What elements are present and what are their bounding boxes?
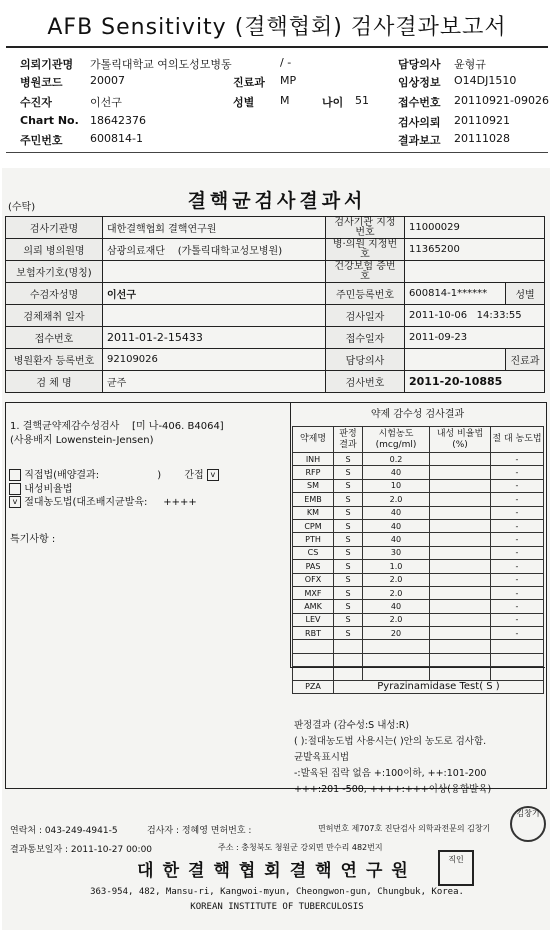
- drug-cell: [430, 640, 491, 653]
- test-time: 14:33:55: [476, 310, 522, 321]
- drug-table: [292, 426, 544, 694]
- header-value: 윤형규: [454, 58, 486, 71]
- drug-row: [293, 600, 544, 613]
- hosp-name: 삼광의료재단: [107, 246, 165, 257]
- judgement-line: ( ):절대농도법 사용시는( )안의 농도로 검사함.: [294, 736, 487, 747]
- drug-row: [293, 506, 544, 519]
- header-value: 20110921-09026: [454, 94, 549, 107]
- drug-cell: 2.0: [363, 573, 430, 586]
- report-date: 결과통보일자 : 2011-10-27 00:00: [10, 845, 153, 855]
- drug-cell: LEV: [293, 613, 334, 626]
- drug-cell: 40: [363, 519, 430, 532]
- header-value: 20110921: [454, 114, 510, 127]
- field-value: 2011-09-23: [405, 327, 545, 349]
- form-info-table: [5, 216, 545, 393]
- drug-row: [293, 640, 544, 653]
- field-value: 대한결핵협회 결핵연구원: [103, 217, 326, 239]
- drug-cell: [430, 573, 491, 586]
- field-value: 600814-1******: [405, 283, 506, 305]
- header-label: 나이: [322, 96, 344, 109]
- direct-close: ): [157, 470, 162, 481]
- drug-cell: [293, 653, 334, 666]
- drug-cell: 10: [363, 479, 430, 492]
- field-value: 균주: [103, 371, 326, 393]
- field-value: 2011-20-10885: [405, 371, 545, 393]
- field-label: 접수번호: [6, 327, 103, 349]
- drug-cell: S: [334, 573, 363, 586]
- drug-cell: S: [334, 613, 363, 626]
- drug-cell: RFP: [293, 466, 334, 479]
- drug-cell: 2.0: [363, 586, 430, 599]
- drug-cell: -: [491, 493, 544, 506]
- drug-row: [293, 586, 544, 599]
- field-label: 담당의사: [326, 349, 405, 371]
- header-label: 담당의사: [398, 58, 441, 71]
- drug-cell: [430, 667, 491, 680]
- drug-row: [293, 653, 544, 666]
- drug-cell: [293, 640, 334, 653]
- drug-cell: [430, 653, 491, 666]
- drug-cell: [430, 506, 491, 519]
- drug-row: [293, 573, 544, 586]
- field-value: [103, 305, 326, 327]
- title-divider: [6, 46, 548, 48]
- drug-row: [293, 533, 544, 546]
- header-label: 병원코드: [20, 76, 63, 89]
- field-value: [405, 349, 506, 371]
- direct-label: 직접법(배양결과:: [24, 470, 100, 481]
- absolute-method: [9, 493, 197, 508]
- drug-cell: S: [334, 493, 363, 506]
- drug-header: 내성 비율법(%): [430, 427, 491, 453]
- header-value: 51: [355, 94, 369, 107]
- hosp-name-alt: (가톨릭대학교성모병원): [177, 246, 283, 257]
- drug-cell: [430, 586, 491, 599]
- header-value: 20111028: [454, 132, 510, 145]
- drug-cell: S: [334, 560, 363, 573]
- field-label: 검 체 명: [6, 371, 103, 393]
- drug-cell: 2.0: [363, 613, 430, 626]
- judgement-line: +++:201 -500, ++++:+++이상(융합발육): [294, 784, 492, 795]
- judgement-line: -:발육된 집락 없음 +:100이하, ++:101-200: [294, 768, 487, 779]
- method-line2: (사용배지 Lowenstein-Jensen): [10, 435, 154, 446]
- drug-cell: -: [491, 560, 544, 573]
- seal-text: 김창기: [516, 809, 540, 818]
- header-value: 600814-1: [90, 132, 143, 145]
- field-label: 보험자기호(명칭): [6, 261, 103, 283]
- header-label: 수진자: [20, 96, 52, 109]
- field-label: 병·의원 지정번호: [326, 239, 405, 261]
- drug-cell: 0.2: [363, 453, 430, 466]
- drug-row: [293, 479, 544, 492]
- drug-cell: S: [334, 453, 363, 466]
- field-label: 병원환자 등록번호: [6, 349, 103, 371]
- header-label: 성별: [233, 96, 255, 109]
- drug-header: 절 대 농도법: [491, 427, 544, 453]
- header-value: 18642376: [90, 114, 146, 127]
- drug-cell: [334, 640, 363, 653]
- field-label: 검사기관 지정번호: [326, 217, 405, 239]
- header-label: 접수번호: [398, 96, 441, 109]
- header-label: 진료과: [233, 76, 265, 89]
- field-value: 2011-01-2-15433: [103, 327, 326, 349]
- address-en: 363-954, 482, Mansu-ri, Kangwoi-myun, Cheongwon-gun, Chungbuk, Korea.: [90, 887, 464, 897]
- license: 면허번호 제707호 진단검사 의학과전문의 김창기: [318, 824, 491, 833]
- method-line1: [10, 417, 224, 432]
- header-value: 20007: [90, 74, 125, 87]
- indirect-checkbox: v: [207, 469, 219, 481]
- drug-cell: [430, 493, 491, 506]
- drug-row: [293, 519, 544, 532]
- drug-cell: [430, 627, 491, 640]
- header-value: M: [280, 94, 290, 107]
- field-label: 검체채취 일자: [6, 305, 103, 327]
- header-value: / -: [280, 56, 292, 69]
- contact: 연락처 : 043-249-4941-5: [10, 826, 118, 836]
- drug-row: [293, 613, 544, 626]
- drug-cell: SM: [293, 479, 334, 492]
- drug-cell: [363, 653, 430, 666]
- drug-row: [293, 493, 544, 506]
- absolute-growth: ++++: [163, 497, 197, 508]
- field-label: 수검자성명: [6, 283, 103, 305]
- drug-cell: -: [491, 479, 544, 492]
- field-value: [405, 261, 545, 283]
- drug-cell: S: [334, 479, 363, 492]
- drug-cell: 40: [363, 600, 430, 613]
- field-label: 건강보험 증번호: [326, 261, 405, 283]
- drug-cell: 40: [363, 533, 430, 546]
- drug-row: [293, 560, 544, 573]
- drug-cell: 40: [363, 506, 430, 519]
- field-value: [103, 239, 326, 261]
- drug-cell: S: [334, 546, 363, 559]
- header-divider: [6, 152, 548, 153]
- field-value: 이선구: [103, 283, 326, 305]
- report-title: AFB Sensitivity (결핵협회) 검사결과보고서: [47, 15, 507, 40]
- drug-cell: CPM: [293, 519, 334, 532]
- drug-cell: CS: [293, 546, 334, 559]
- method-title: 1. 결핵균약제감수성검사: [10, 421, 120, 432]
- drug-cell: 2.0: [363, 493, 430, 506]
- form-tag: (수탁): [8, 202, 36, 213]
- drug-cell: -: [491, 586, 544, 599]
- drug-cell: PAS: [293, 560, 334, 573]
- field-label: 진료과: [506, 349, 545, 371]
- judgement-line: 균발육표시법: [294, 752, 350, 763]
- drug-cell: [334, 653, 363, 666]
- drug-row: [293, 546, 544, 559]
- drug-cell: -: [491, 519, 544, 532]
- drug-cell: [491, 640, 544, 653]
- drug-cell: 40: [363, 466, 430, 479]
- header-label: 결과보고: [398, 134, 441, 147]
- field-value: [103, 261, 326, 283]
- judgement-line: 판정결과 (감수성:S 내성:R): [294, 720, 410, 731]
- method-code: [미 나-406. B4064]: [132, 421, 224, 432]
- drug-cell: [430, 479, 491, 492]
- drug-cell: EMB: [293, 493, 334, 506]
- seal-stamp: [510, 806, 546, 842]
- header-value: MP: [280, 74, 297, 87]
- drug-cell: [363, 667, 430, 680]
- drug-cell: [430, 519, 491, 532]
- field-value: [405, 305, 545, 327]
- ratio-label: 내성비율법: [24, 484, 73, 495]
- field-value: 92109026: [103, 349, 326, 371]
- header-label: 주민번호: [20, 134, 63, 147]
- absolute-checkbox: v: [9, 496, 21, 508]
- drug-cell: -: [491, 506, 544, 519]
- drug-cell: RBT: [293, 627, 334, 640]
- drug-cell: [430, 546, 491, 559]
- pza-label: PZA: [293, 680, 334, 693]
- pza-value: Pyrazinamidase Test( S ): [334, 680, 544, 693]
- drug-cell: 1.0: [363, 560, 430, 573]
- field-label: 검사번호: [326, 371, 405, 393]
- field-label: 검사일자: [326, 305, 405, 327]
- drug-row: [293, 627, 544, 640]
- drug-cell: [430, 453, 491, 466]
- drug-cell: [430, 466, 491, 479]
- test-date: 2011-10-06: [409, 310, 468, 321]
- header-value: O14DJ1510: [454, 74, 517, 87]
- absolute-label: 절대농도법(대조배지균발육:: [24, 497, 148, 508]
- drug-header: 판정 결과: [334, 427, 363, 453]
- drug-cell: S: [334, 466, 363, 479]
- drug-cell: S: [334, 506, 363, 519]
- drug-cell: S: [334, 519, 363, 532]
- drug-cell: INH: [293, 453, 334, 466]
- drug-cell: KM: [293, 506, 334, 519]
- drug-cell: 30: [363, 546, 430, 559]
- header-label: 의뢰기관명: [20, 58, 74, 71]
- drug-cell: -: [491, 533, 544, 546]
- direct-method: [9, 466, 219, 481]
- drug-header: 시험농도 (mcg/ml): [363, 427, 430, 453]
- field-label: 접수일자: [326, 327, 405, 349]
- drug-cell: -: [491, 573, 544, 586]
- drug-cell: [293, 667, 334, 680]
- drug-cell: [430, 600, 491, 613]
- field-label: 성별: [506, 283, 545, 305]
- drug-cell: AMK: [293, 600, 334, 613]
- drug-cell: S: [334, 600, 363, 613]
- drug-cell: MXF: [293, 586, 334, 599]
- remarks-label: 특기사항 :: [10, 534, 56, 545]
- drug-row: [293, 466, 544, 479]
- judgement-notes: [294, 718, 491, 798]
- field-value: 11365200: [405, 239, 545, 261]
- drug-cell: [430, 613, 491, 626]
- institute-en: KOREAN INSTITUTE OF TUBERCULOSIS: [190, 902, 364, 912]
- drug-cell: -: [491, 600, 544, 613]
- indirect-label: 간접: [184, 470, 204, 481]
- field-label: 검사기관명: [6, 217, 103, 239]
- drug-cell: [363, 640, 430, 653]
- official-stamp: [438, 850, 474, 886]
- tester: 검사자 : 정혜영 면허번호 :: [147, 826, 252, 836]
- drug-cell: [334, 667, 363, 680]
- drug-cell: [430, 533, 491, 546]
- drug-row: [293, 453, 544, 466]
- field-label: 의뢰 병의원명: [6, 239, 103, 261]
- drug-cell: PTH: [293, 533, 334, 546]
- header-label: 임상정보: [398, 76, 441, 89]
- drug-cell: -: [491, 627, 544, 640]
- address-kr: 주소 : 충청북도 청원군 강외면 만수리 482번지: [218, 843, 383, 852]
- header-value: 이선구: [90, 96, 122, 109]
- field-value: 11000029: [405, 217, 545, 239]
- drug-cell: -: [491, 453, 544, 466]
- form-title: 결핵균검사결과서: [187, 190, 367, 212]
- drug-cell: OFX: [293, 573, 334, 586]
- drug-cell: S: [334, 586, 363, 599]
- drug-header: 약제명: [293, 427, 334, 453]
- judgement-divider: [290, 667, 545, 668]
- drug-cell: -: [491, 466, 544, 479]
- field-label: 주민등록번호: [326, 283, 405, 305]
- drug-cell: -: [491, 613, 544, 626]
- header-value: 가톨릭대학교 여의도성모병동: [90, 58, 232, 71]
- drug-cell: -: [491, 546, 544, 559]
- stamp-text: 직인: [448, 855, 464, 864]
- header-label: Chart No.: [20, 114, 79, 127]
- drug-cell: [491, 667, 544, 680]
- drug-cell: 20: [363, 627, 430, 640]
- drug-cell: [430, 560, 491, 573]
- drug-cell: S: [334, 533, 363, 546]
- drug-cell: S: [334, 627, 363, 640]
- drug-table-title: 약제 감수성 검사결과: [370, 409, 465, 420]
- institute-kr: 대한결핵협회결핵연구원: [137, 861, 417, 881]
- drug-cell: [491, 653, 544, 666]
- drug-row: [293, 667, 544, 680]
- header-label: 검사의뢰: [398, 116, 441, 129]
